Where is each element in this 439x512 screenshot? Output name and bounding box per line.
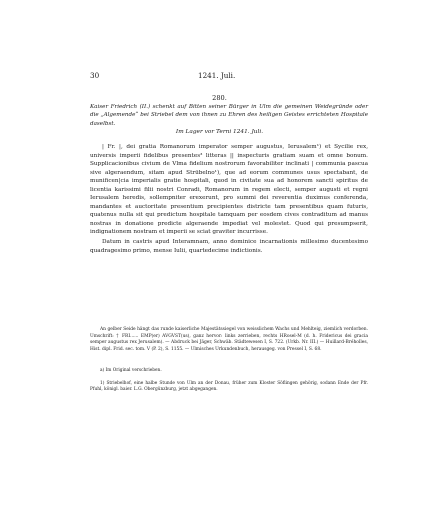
charter-text <box>90 143 368 255</box>
source-note-text: An gelber Seide hängt das runde kaiserliche Majestätssiegel von weisslichem Wachs und Mehlteig, ziemlich verdorben. Umschrift: † FRI...... EMP(er) AVGVST(us), ganz hervor: links zerrieben, rechts HRosel-M (d. h. Fridericus dei gracia semper augustus rex Jerusalem). — Abdruck bei Jäger, Schwäb. Städtewesen I, S. 722. (Urkb. Nr. III.) — Huillard-Bréholles, Hist. dipl. Frid. sec. tom. V (P. 2), S. 1155. — Ulmisches Urkundenbuch, herausgeg. von Pressel I, S. 68. <box>90 327 368 352</box>
document-number: 280. <box>212 94 227 102</box>
regest-summary: Kaiser Friedrich (II.) schenkt auf Bitten seiner Bürger in Ulm die gemeinen Weidegründe oder die „Algemende“ bei Striebel dem von ihnen zu Ehren des heiligen Geistes errichteten Hospitale daselbst. <box>90 104 368 127</box>
footnote-1 <box>90 381 368 394</box>
page-number: 30 <box>90 71 100 80</box>
running-title: 1241. Juli. <box>198 71 236 80</box>
source-note <box>90 327 368 353</box>
place-date: Im Lager vor Terni 1241. Juli. <box>175 129 264 135</box>
charter-paragraph: | Fr. |, dei gratia Romanorum imperator semper augustus, Ierusalem¹) et Sycilie rex, universis imperii fidelibus presentes³ litteras || inspecturis gratiam suam et omne bonum. Supplicacionibus civium de Vlma fidelium nostrorum favorabiliter inclinati | communia pascua sive algeraendum, sitam apud Strübelno¹), que ad eorum communes usus spectabant, de munificen|cia imperialis gratie hospitali, quod in civitate sua ad honorem sancti spiritus de licentia karissimi filii nostri Conradi, Romanorum in regem electi, semper augusti et regni Ierusalem heredis, sollempniter erexerunt, pro summi dei reverentia duximus conferenda, mandantes et auctoritate presentium precipientes districte tam presentibus quam futuris, quatenus nulla sit qui predictum hospitale tamquam per eosdem cives contraditum ad manus nostras in donatione predicte algeraende impediat vel molestet. Quod qui presumpserit, indignationem nostram et imperii se sciat graviter incurrisse. <box>90 144 368 236</box>
footnote-a: a) Im Original verschrieben. <box>100 368 162 373</box>
charter-paragraph: Datum in castris apud Interamnam, anno dominice incarnationis millesimo ducentesimo quadragesimo primo, mense Iulii, quartedecime indictionis. <box>90 239 368 254</box>
footnote-1-text: 1) Striebelhof, eine halbe Stunde von Ulm an der Donau, früher zum Kloster Söflingen gehörig, sodann Ende der Pfr. Pfuhl, königl. baier. L.G. Obergünzburg, jetzt abgegangen. <box>90 381 368 393</box>
